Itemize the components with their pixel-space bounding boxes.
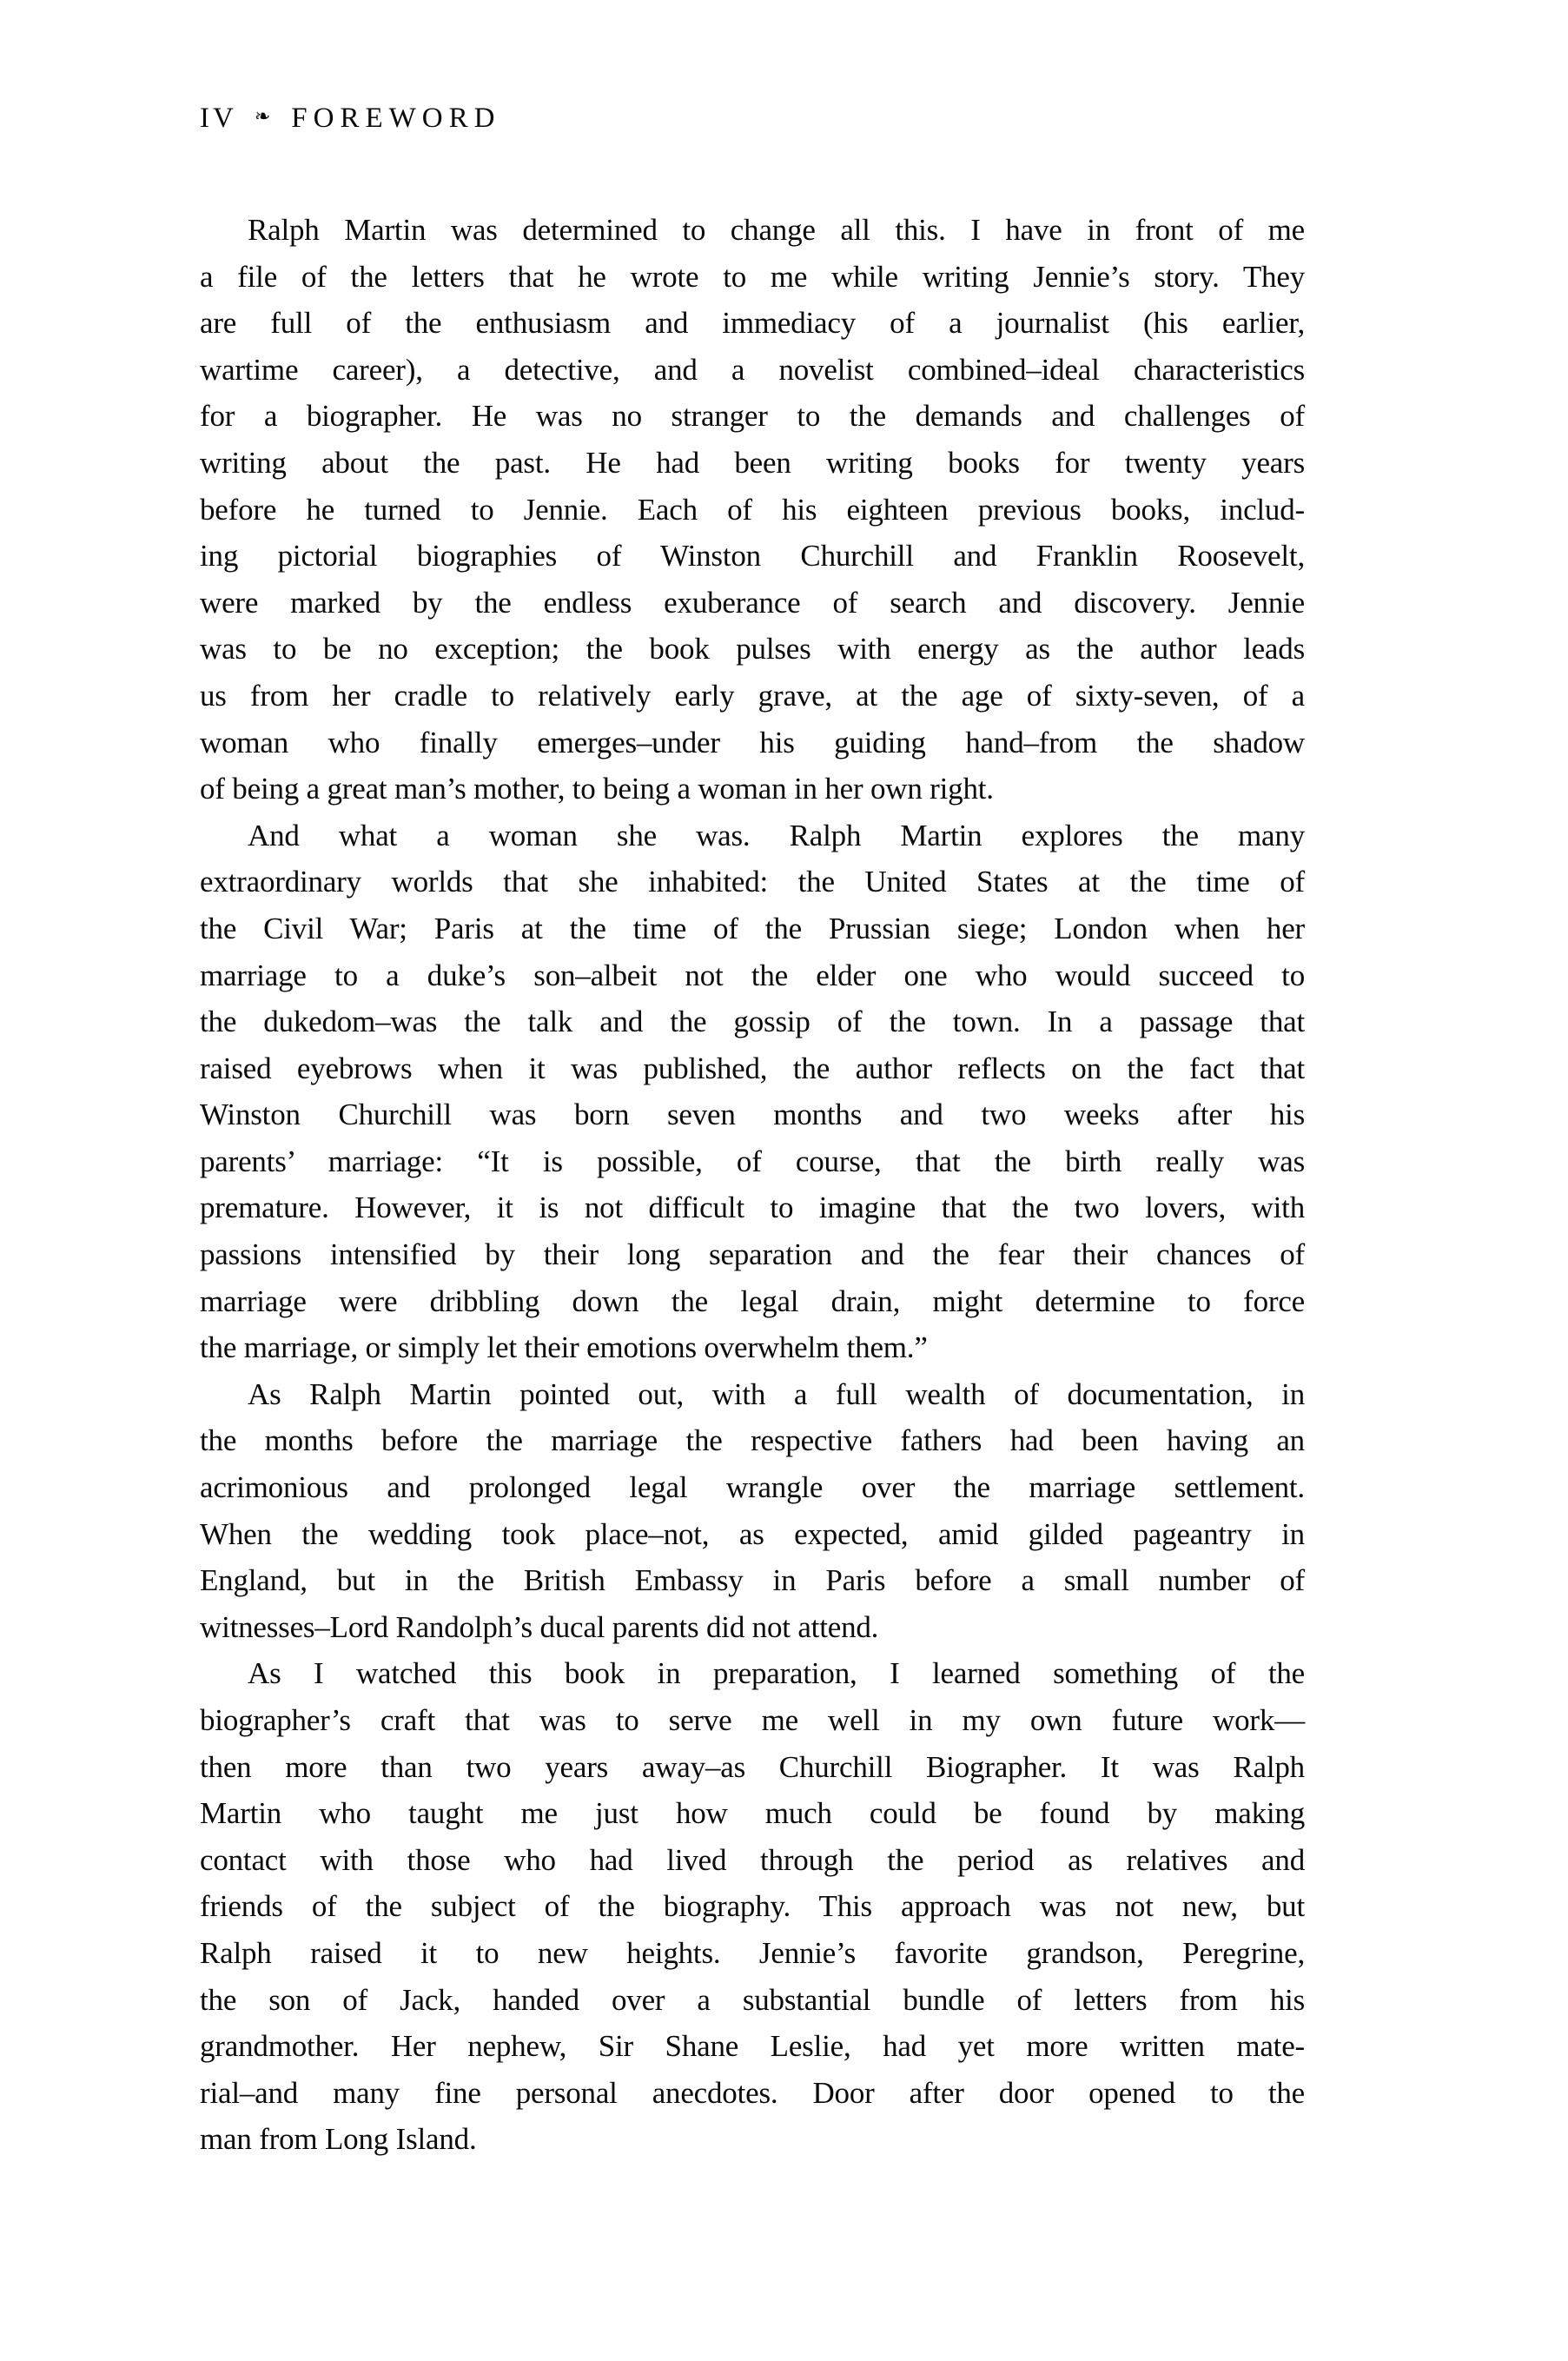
text-line: were marked by the endless exuberance of search and discovery. Jennie — [200, 585, 1305, 620]
text-line: of being a great man’s mother, to being a woman in her own right. — [200, 772, 994, 806]
text-line: extraordinary worlds that she inhabited: the United States at the time of — [200, 865, 1305, 899]
text-line: biographer’s craft that was to serve me well in my own future work— — [200, 1703, 1305, 1737]
body-text — [200, 207, 1305, 2163]
text-line: writing about the past. He had been writing books for twenty years — [200, 445, 1305, 480]
text-line: grandmother. Her nephew, Sir Shane Leslie, had yet more written mate- — [200, 2029, 1305, 2064]
text-line: ing pictorial biographies of Winston Churchill and Franklin Roosevelt, — [200, 539, 1305, 574]
text-line: marriage were dribbling down the legal drain, might determine to force — [200, 1283, 1305, 1318]
text-line: the Civil War; Paris at the time of the Prussian siege; London when her — [200, 911, 1305, 945]
text-line: us from her cradle to relatively early grave, at the age of sixty-seven, of a — [200, 678, 1305, 713]
fleuron-icon: ❧ — [254, 105, 271, 128]
paragraph — [200, 1371, 1305, 1651]
text-line: raised eyebrows when it was published, the author reflects on the fact that — [200, 1051, 1305, 1085]
text-line: Ralph Martin was determined to change all this. I have in front of me — [248, 213, 1305, 247]
text-line: As I watched this book in preparation, I learned something of the — [248, 1656, 1305, 1691]
text-line: marriage to a duke’s son–albeit not the elder one who would succeed to — [200, 958, 1305, 992]
text-line: friends of the subject of the biography. This approach was not new, but — [200, 1889, 1305, 1924]
text-line: Martin who taught me just how much could be found by making — [200, 1796, 1305, 1831]
text-line: contact with those who had lived through the period as relatives and — [200, 1842, 1305, 1877]
text-line: When the wedding took place–not, as expected, amid gilded pageantry in — [200, 1516, 1305, 1551]
text-line: passions intensified by their long separation and the fear their chances of — [200, 1237, 1305, 1272]
text-line: As Ralph Martin pointed out, with a full wealth of documentation, in — [248, 1376, 1305, 1411]
text-line: the son of Jack, handed over a substantial bundle of letters from his — [200, 1982, 1305, 2017]
text-line: wartime career), a detective, and a novelist combined–ideal characteristics — [200, 352, 1305, 387]
text-line: And what a woman she was. Ralph Martin explores the many — [248, 818, 1305, 852]
text-line: parents’ marriage: “It is possible, of course, that the birth really was — [200, 1144, 1305, 1178]
text-line: rial–and many fine personal anecdotes. Door after door opened to the — [200, 2075, 1305, 2110]
text-line: man from Long Island. — [200, 2122, 477, 2157]
text-line: was to be no exception; the book pulses with energy as the author leads — [200, 632, 1305, 667]
text-line: the months before the marriage the respective fathers had been having an — [200, 1423, 1305, 1458]
paragraph — [200, 812, 1305, 1371]
paragraph — [200, 1650, 1305, 2163]
text-line: acrimonious and prolonged legal wrangle over the marriage settlement. — [200, 1470, 1305, 1505]
running-head — [200, 104, 500, 133]
text-line: for a biographer. He was no stranger to the demands and challenges of — [200, 399, 1305, 434]
page-number: IV — [200, 103, 237, 134]
text-line: the dukedom–was the talk and the gossip of the town. In a passage that — [200, 1005, 1305, 1039]
text-line: woman who finally emerges–under his guiding hand–from the shadow — [200, 725, 1305, 759]
text-line: are full of the enthusiasm and immediacy of a journalist (his earlier, — [200, 306, 1305, 341]
text-line: before he turned to Jennie. Each of his eighteen previous books, includ- — [200, 492, 1305, 527]
text-line: premature. However, it is not difficult to imagine that the two lovers, with — [200, 1190, 1305, 1225]
page-title: FOREWORD — [291, 103, 501, 134]
text-line: the marriage, or simply let their emotions overwhelm them.” — [200, 1330, 928, 1365]
text-line: England, but in the British Embassy in Paris before a small number of — [200, 1563, 1305, 1598]
text-line: a file of the letters that he wrote to me while writing Jennie’s story. They — [200, 259, 1305, 294]
text-line: Winston Churchill was born seven months and two weeks after his — [200, 1098, 1305, 1132]
paragraph — [200, 207, 1305, 812]
text-line: then more than two years away–as Churchill Biographer. It was Ralph — [200, 1749, 1305, 1784]
text-line: witnesses–Lord Randolph’s ducal parents did not attend. — [200, 1609, 879, 1644]
text-line: Ralph raised it to new heights. Jennie’s favorite grandson, Peregrine, — [200, 1935, 1305, 1970]
